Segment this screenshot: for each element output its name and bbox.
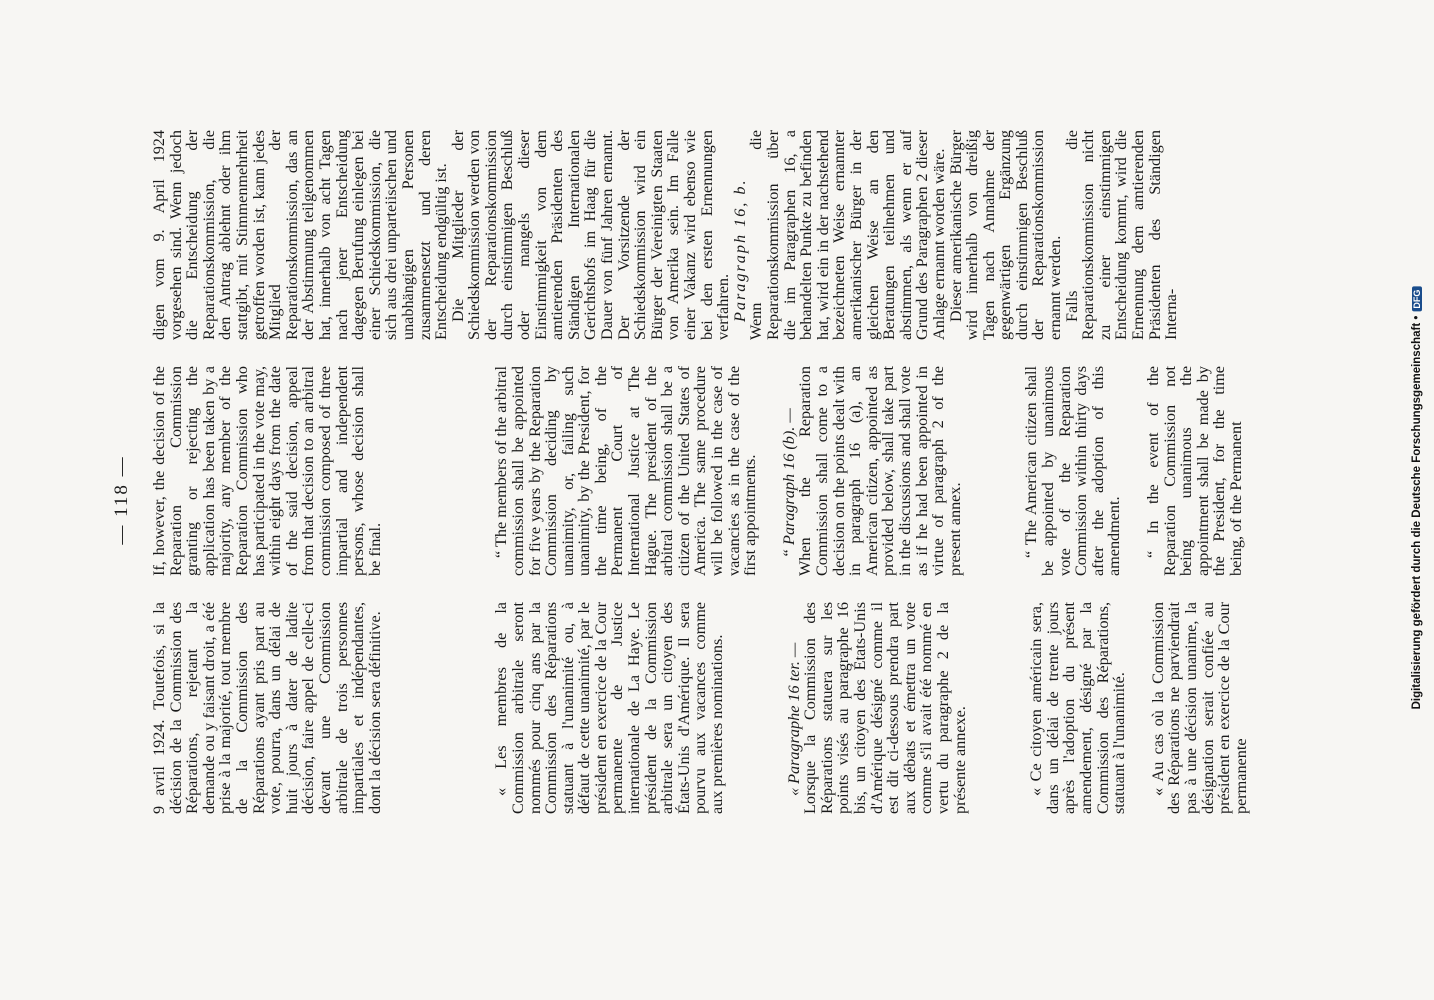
german-paragraph-1: digen vom 9. April 1924 vorgesehen sind. Wenn jedoch die Entscheidung der Reparationskommission, die den Antrag ablehnt oder ihm stattgibt, mit Stimmenmehrheit getroffen worden ist, kann jedes Mitglied der Reparationskommission, das an der Abstimmung teilgenommen hat, innerhalb von acht Tagen nach jener Entscheidung dagegen Berufung einlegen bei einer Schiedskommission, die sich aus drei unparteiischen und unabhängigen Personen zusammensetzt und deren Entscheidung endgültig ist. <box>150 130 451 340</box>
english-heading-16b: “ Paragraph 16 (b). — <box>779 408 798 558</box>
digitization-note-text: Digitalisierung gefördert durch die Deutsche Forschungsgemeinschaft • <box>1411 315 1423 710</box>
german-paragraph-5: Falls die Reparationskommission nicht zu einer einstimmigen Entscheidung kommt, wird die Ernennung dem amtierenden Präsidenten des Ständigen Interna- <box>1062 130 1181 340</box>
german-paragraph-3: Wenn die Reparationskommission über die im Paragraphen 16, a behandelten Punkte zu befinden hat, wird ein in der nachstehend bezeichneten Weise ernannter amerikanischer Bürger in der gleichen Weise an den Beratungen teilnehmen und abstimmen, als wenn er auf Grund des Paragraphen 2 dieser Anlage ernannt worden wäre. <box>747 130 948 340</box>
english-column <box>151 366 1307 576</box>
german-column <box>151 130 1307 340</box>
german-paragraph-4: Dieser amerikanische Bürger wird innerhalb von dreißig Tagen nach Annahme der gegenwärtigen Ergänzung durch einstimmigen Beschluß der Reparationskommission ernannt werden. <box>946 130 1065 340</box>
digitization-note <box>1408 8 1426 988</box>
english-paragraph-3: When the Reparation Commission shall come to a decision on the points dealt with in paragraph 16 (a), an American citizen, appointed as provided below, shall take part in the discussions and shall vote as if he had been appointed in virtue of paragraph 2 of the present annex. <box>796 366 964 576</box>
page-number: — 118 — <box>111 455 132 545</box>
english-paragraph-1: If, however, the decision of the Reparation Commission granting or rejecting the application has been taken by a majority, any member of the Reparation Commission who has participated in the vote may, within eight days from the date of the said decision, appeal from that decision to an arbitral commission composed of three impartial and independent persons, whose decision shall be final. <box>150 366 384 576</box>
english-paragraph-4: “ The American citizen shall be appointed by unanimous vote of the Reparation Commission within thirty days after the adoption of this amendment. <box>1022 366 1124 576</box>
dfg-logo: DFG <box>1412 287 1422 312</box>
french-paragraph-5: « Au cas où la Commission des Réparations ne parviendrait pas à une décision unanime, la désignation serait confiée au président en exercice de la Cour permanente <box>1148 602 1250 814</box>
french-paragraph-3: Lorsque la Commission des Réparations statuera sur les points visés au paragraphe 16 bis, un citoyen des États-Unis d'Amérique désigné comme il est dit ci-dessous prendra part aux débats et émettra un vote comme s'il avait été nommé en vertu du paragraphe 2 de la présente annexe. <box>801 602 969 814</box>
french-paragraph-2: « Les membres de la Commission arbitrale seront nommés pour cinq ans par la Commission des Réparations statuant à l'unanimité ou, à défaut de cette unanimité, par le président en exercice de la Cour permanente de Justice internationale de La Haye. Le président de la Commission arbitrale sera un citoyen des États-Unis d'Amérique. Il sera pourvu aux vacances comme aux premières nominations. <box>492 602 727 814</box>
french-column <box>151 602 1307 814</box>
french-paragraph-4: « Ce citoyen américain sera, dans un délai de trente jours après l'adoption du présent amendement, désigné par la Commission des Réparations, statuant à l'unanimité. <box>1027 602 1129 814</box>
rotated-page <box>87 120 1347 880</box>
english-paragraph-2: “ The members of the arbitral commission shall be appointed for five years by the Reparation Commission deciding by unanimity, or, failing such unanimity, by the President, for the time being, of the Permanent Court of International Justice at The Hague. The president of the arbitral commission shall be a citizen of the United States of America. The same procedure will be followed in the case of vacancies as in the case of the first appointments. <box>492 366 760 576</box>
french-paragraph-1: 9 avril 1924. Toutefois, si la décision de la Commission des Réparations, rejetant la demande ou y faisant droit, a été prise à la majorité, tout membre de la Commission des Réparations ayant pris part au vote, pourra, dans un délai de huit jours à dater de ladite décision, faire appel de celle-ci devant une Commission arbitrale de trois personnes impartiales et indépendantes, dont la décision sera définitive. <box>150 602 384 814</box>
french-heading-16ter: « Paragraphe 16 ter. — <box>784 642 803 796</box>
german-heading-16b: Paragraph 16, b. <box>730 178 749 322</box>
english-paragraph-5: “ In the event of the Reparation Commission not being unanimous the appointment shall be made by the President, for the time being, of the Permanent <box>1143 366 1245 576</box>
german-paragraph-2: Die Mitglieder der Schiedskommission werden von der Reparationskommission durch einstimmigen Beschluß oder mangels dieser Einstimmigkeit von dem amtierenden Präsidenten des Ständigen Internationalen Gerichtshofs im Haag für die Dauer von fünf Jahren ernannt. Der Vorsitzende der Schiedskommission wird ein Bürger der Vereinigten Staaten von Amerika sein. Im Falle einer Vakanz wird ebenso wie bei den ersten Ernennungen verfahren. <box>448 130 733 340</box>
